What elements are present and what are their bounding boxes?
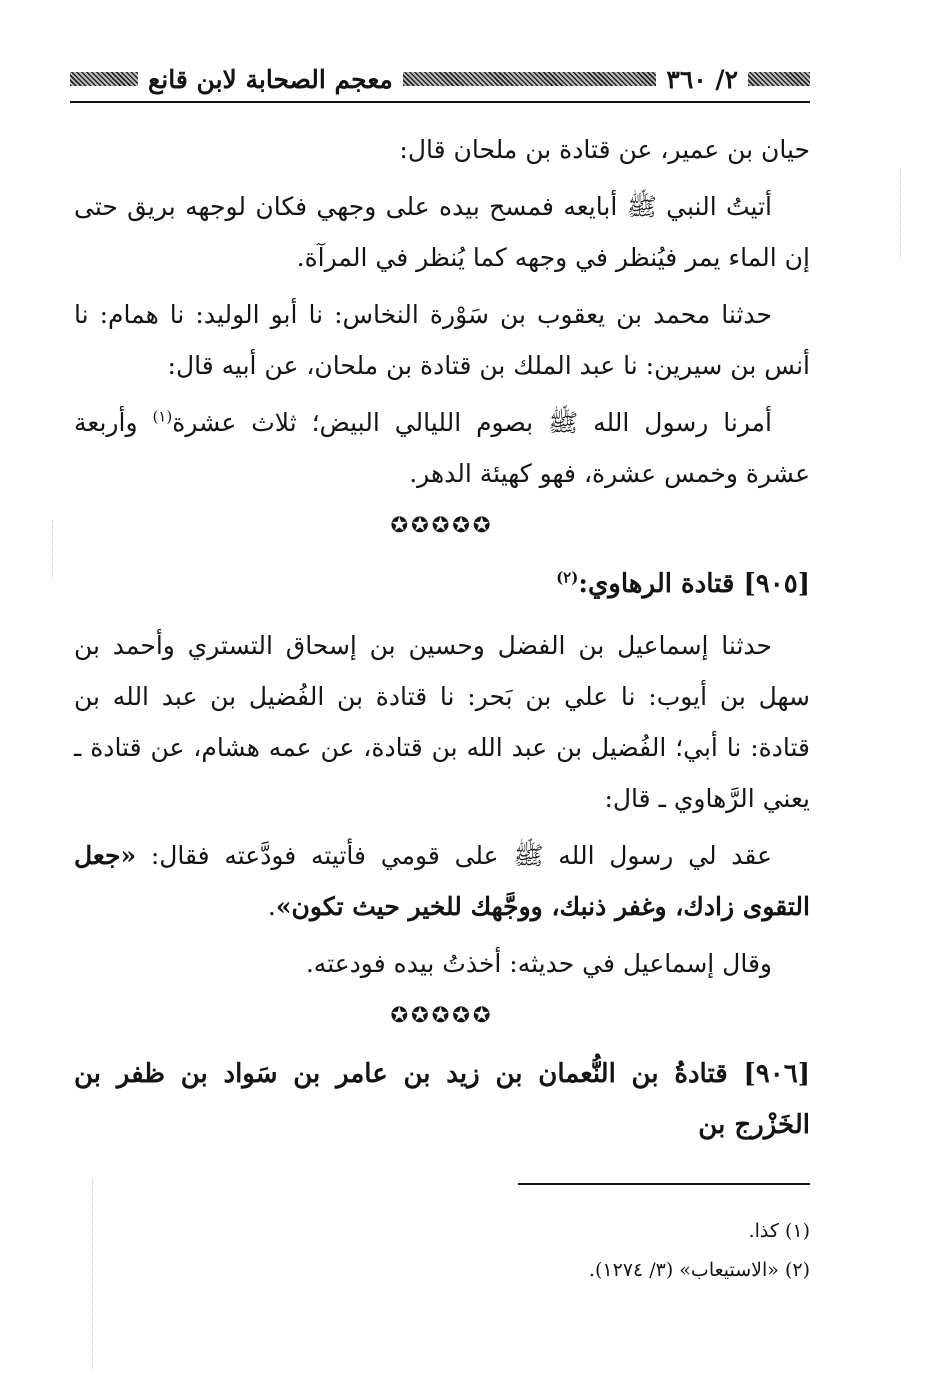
page-number: ٢/ ٣٦٠	[666, 64, 738, 94]
footnote-ref-2: (٢)	[556, 568, 579, 587]
header-ornament-middle	[403, 72, 657, 86]
entry-906-heading: [٩٠٦] قتادةُ بن النُّعمان بن زيد بن عامر بن سَواد بن ظفر بن الخَزْرج بن	[74, 1059, 810, 1140]
paragraph-chain-continuation: حيان بن عمير، عن قتادة بن ملحان قال:	[399, 135, 810, 164]
scan-artifact	[52, 520, 53, 580]
footnote-2: (٢) «الاستيعاب» (٣/ ١٢٧٤).	[588, 1259, 810, 1281]
header-ornament-left	[70, 72, 138, 86]
hadith-3-text: عقد لي رسول الله ﷺ على قومي فأتيته فودَّعته فقال:	[136, 841, 772, 870]
running-header	[70, 58, 810, 100]
book-title: معجم الصحابة لابن قانع	[148, 64, 393, 94]
header-rule	[70, 101, 810, 103]
footnote-rule	[518, 1183, 810, 1185]
paragraph-hadith-3	[74, 830, 810, 932]
section-separator-2: ✪✪✪✪✪	[390, 1003, 494, 1027]
paragraph-chain-2: حدثنا محمد بن يعقوب بن سَوْرة النخاس: نا أبو الوليد: نا همام: نا أنس بن سيرين: نا عبد الملك بن قتادة بن ملحان، عن أبيه قال:	[74, 300, 810, 380]
scan-artifact	[900, 170, 901, 260]
entry-905-title: [٩٠٥] قتادة الرهاوي:	[578, 569, 810, 599]
paragraph-hadith-2	[74, 397, 810, 499]
paragraph-note: وقال إسماعيل في حديثه: أخذتُ بيده فودعته.	[305, 949, 772, 978]
hadith-3-quote: «جعل التقوى زادك، وغفر ذنبك، ووجَّهك للخير حيث تكون»	[74, 841, 810, 921]
paragraph-hadith-1: أتيتُ النبي ﷺ أبايعه فمسح بيده على وجهي فكان لوجهه بريق حتى إن الماء يمر فيُنظر في وجهه كما يُنظر في المرآة.	[74, 192, 810, 272]
footnote-ref-1: (١)	[152, 407, 173, 426]
hadith-2-text-end: وأربعة عشرة وخمس عشرة، فهو كهيئة الدهر.	[74, 408, 810, 488]
scan-artifact	[92, 1180, 93, 1370]
entry-905-heading	[74, 559, 810, 610]
section-separator: ✪✪✪✪✪	[390, 513, 494, 537]
hadith-3-end: .	[267, 892, 276, 921]
header-ornament-right	[748, 72, 810, 86]
paragraph-chain-3: حدثنا إسماعيل بن الفضل وحسين بن إسحاق التستري وأحمد بن سهل بن أيوب: نا علي بن بَحر: نا قتادة بن الفُضيل بن عبد الله بن قتادة: نا أبي؛ الفُضيل بن عبد الله بن قتادة، عن عمه هشام، عن قتادة ـ يعني الرَّهاوي ـ قال:	[74, 631, 810, 813]
hadith-2-text: أمرنا رسول الله ﷺ بصوم الليالي البيض؛ ثلاث عشرة	[172, 408, 772, 437]
main-text	[74, 124, 810, 1161]
footnote-1: (١) كذا.	[748, 1220, 810, 1242]
footnotes	[300, 1212, 810, 1290]
